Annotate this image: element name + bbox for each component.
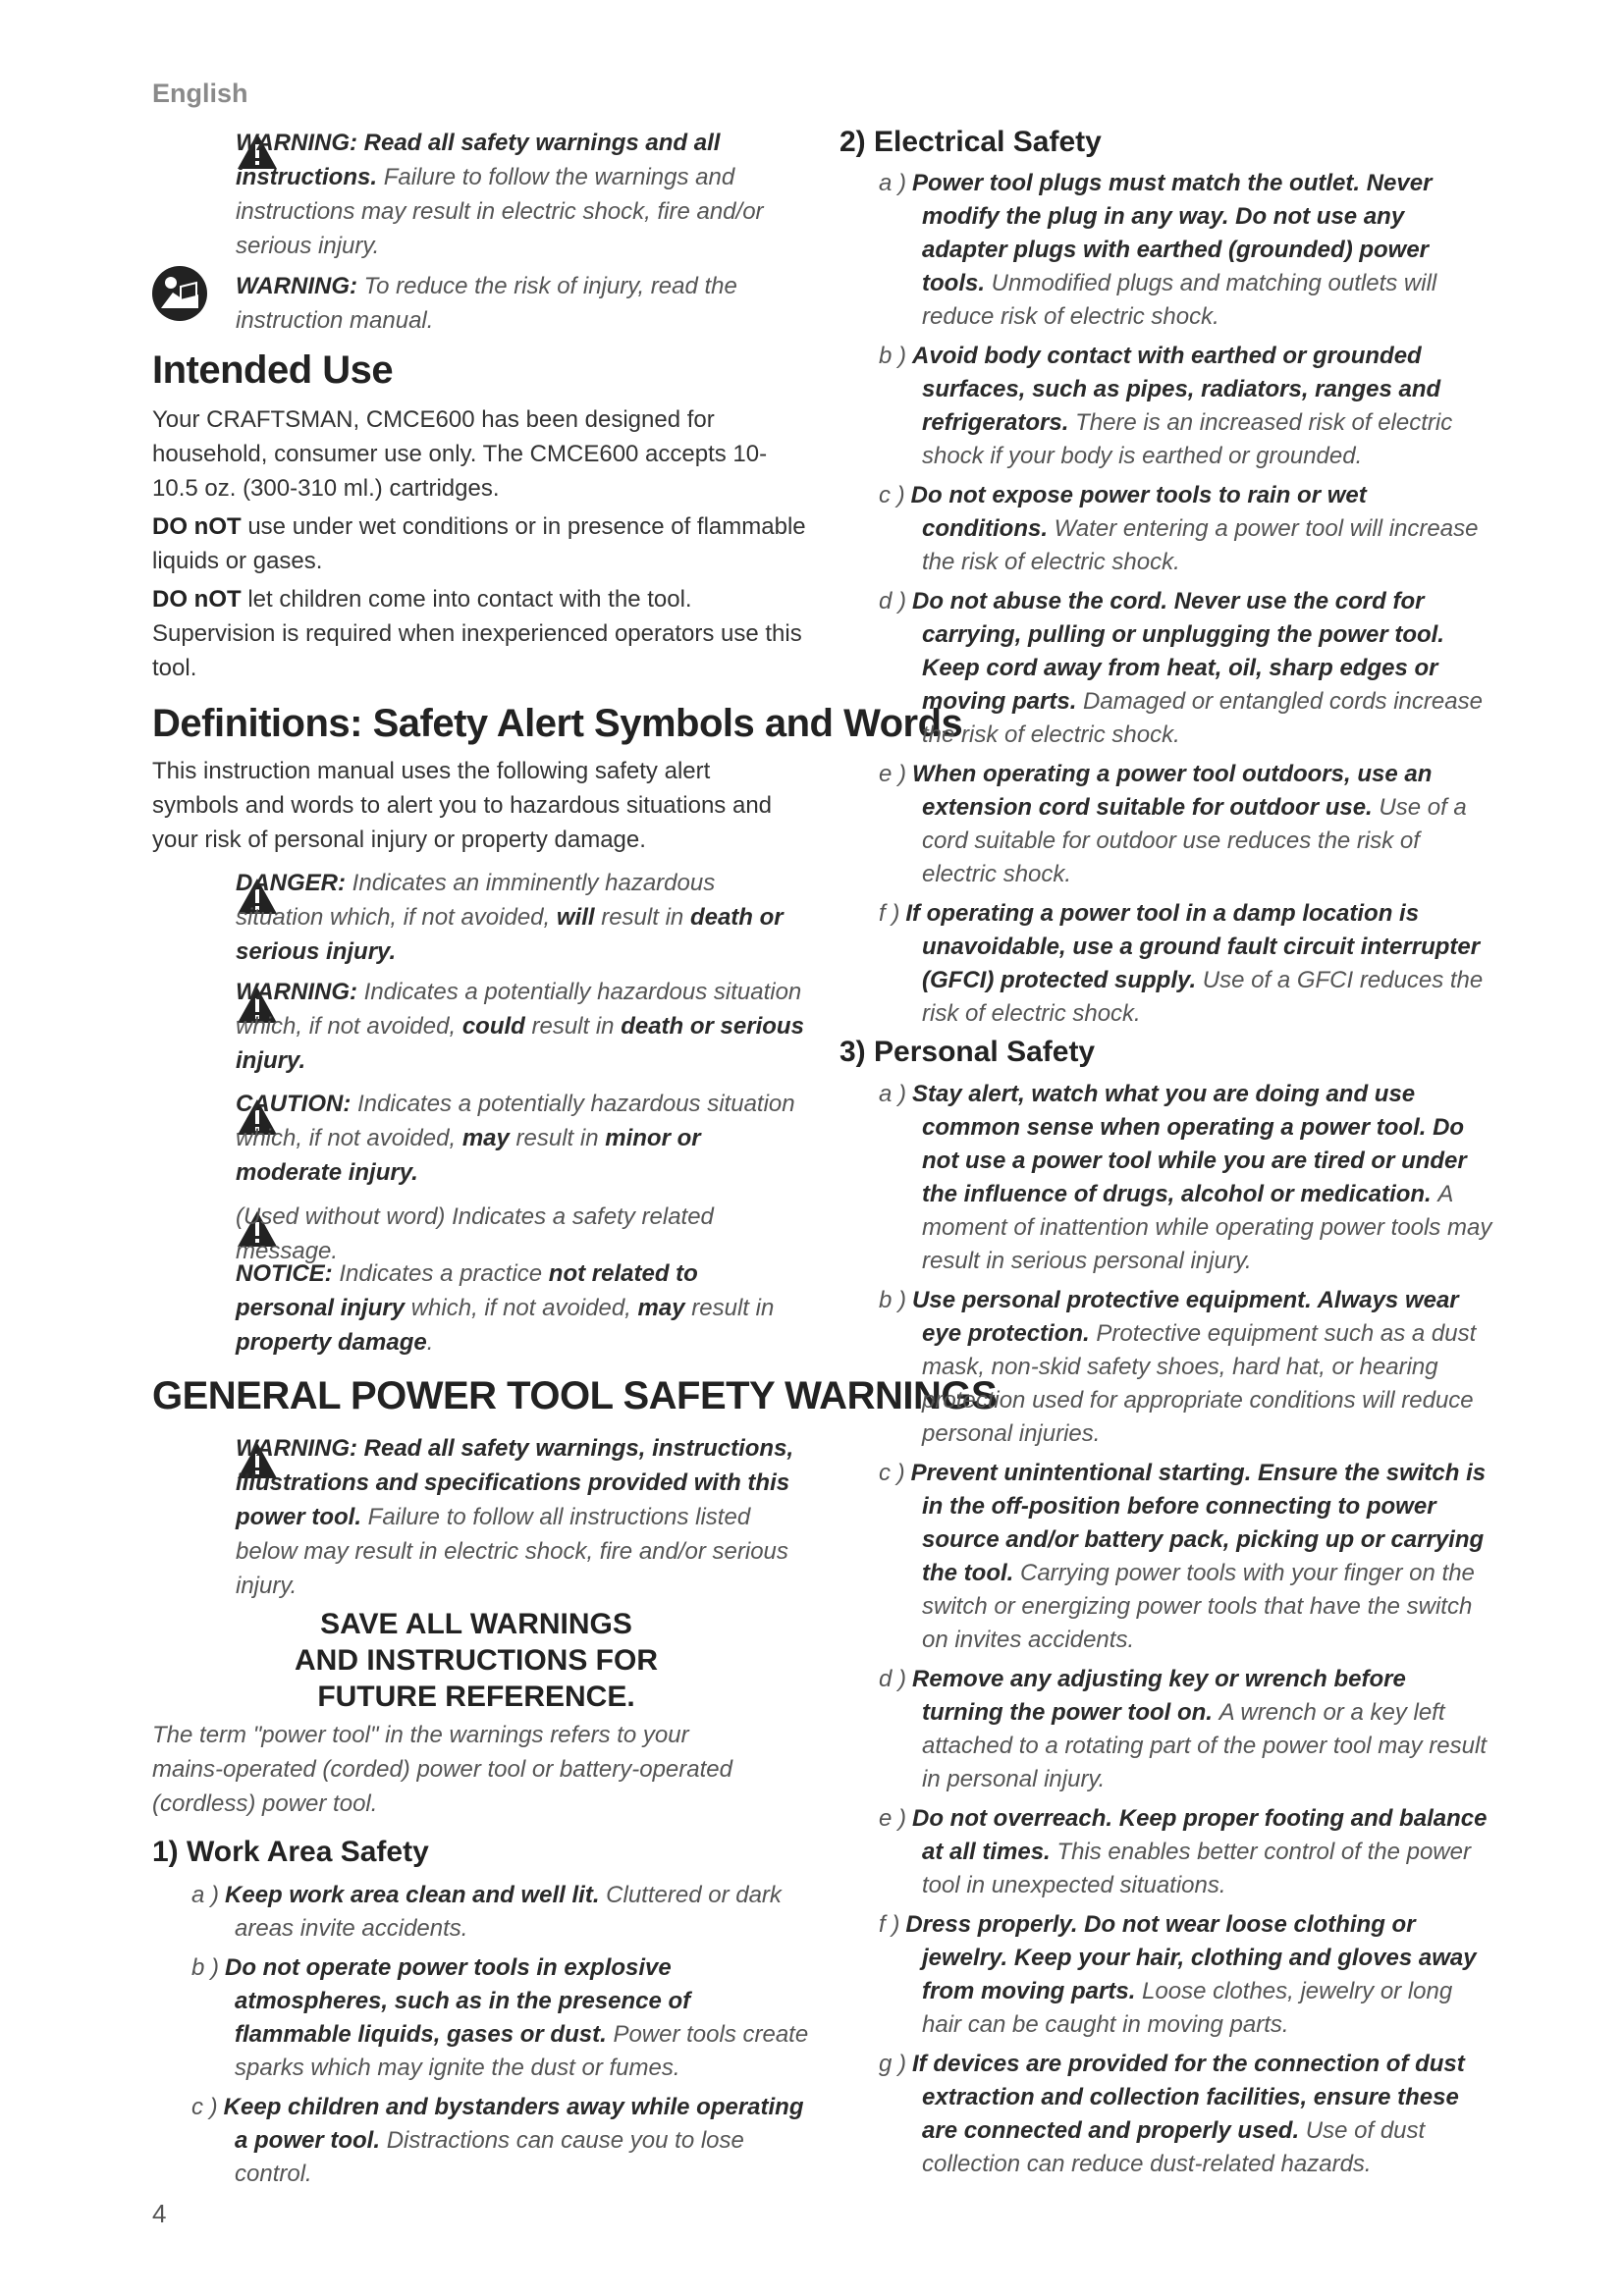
item-text: There is an increased risk of electric shock if your body is earthed or grounded.	[922, 409, 1453, 469]
list-item	[879, 479, 1492, 579]
signal-word: WARNING:	[236, 979, 357, 1005]
keyword: death or serious injury.	[236, 1013, 804, 1074]
definition-text: .	[426, 1329, 434, 1356]
caution-definition	[236, 1087, 805, 1190]
item-letter: b )	[879, 1287, 907, 1313]
used-without-word: (Used without word) Indicates a safety related message.	[236, 1203, 714, 1264]
item-text: Damaged or entangled cords increase the risk of electric shock.	[922, 688, 1483, 748]
keyword: may	[461, 1125, 510, 1151]
read-manual-icon	[151, 265, 208, 322]
item-text: This enables better control of the power tool in unexpected situations.	[922, 1839, 1471, 1898]
item-text: Protective equipment such as a dust mask, non-skid safety shoes, hard hat, or hearing protection used for appropriate conditions will reduce personal injuries.	[922, 1320, 1477, 1447]
do-not-label: DO nOT	[152, 586, 242, 613]
electrical-safety-list	[879, 167, 1492, 1031]
item-letter: b )	[191, 1954, 220, 1981]
electrical-safety-heading: 2) Electrical Safety	[839, 126, 1102, 158]
item-letter: a )	[879, 1081, 907, 1107]
item-letter: e )	[879, 1805, 907, 1832]
item-bold: Avoid body contact with earthed or grounded surfaces, such as pipes, radiators, ranges and refrigerators.	[912, 343, 1441, 436]
general-warning	[236, 1431, 805, 1603]
list-item	[879, 167, 1492, 334]
keyword: could	[461, 1013, 525, 1040]
warning-bold-text: Read all safety warnings and all instructions.	[236, 130, 721, 190]
item-letter: a )	[879, 170, 907, 196]
page-number: 4	[152, 2199, 167, 2228]
warning-definition	[236, 975, 805, 1078]
list-item	[879, 1457, 1492, 1657]
language-label: English	[152, 79, 248, 108]
signal-word: DANGER:	[236, 870, 346, 896]
save-line: FUTURE REFERENCE.	[317, 1681, 635, 1713]
definition-text: Indicates a practice	[339, 1260, 543, 1287]
keyword: death or serious injury.	[236, 904, 784, 965]
definition-text: Indicates a potentially hazardous situation which, if not avoided,	[236, 979, 802, 1040]
item-bold: Remove any adjusting key or wrench before turning the power tool on.	[912, 1666, 1406, 1726]
item-letter: a )	[191, 1882, 220, 1908]
keyword: minor or moderate injury.	[236, 1125, 701, 1186]
list-item	[879, 585, 1492, 752]
list-item	[879, 1078, 1492, 1278]
item-bold: Do not expose power tools to rain or wet conditions.	[910, 482, 1367, 542]
list-item	[879, 758, 1492, 891]
signal-word: CAUTION:	[236, 1091, 352, 1117]
danger-definition	[236, 866, 795, 969]
item-letter: f )	[879, 900, 900, 927]
warning-text: Failure to follow all instructions listed below may result in electric shock, fire and/or serious injury.	[236, 1504, 788, 1599]
item-text: Distractions can cause you to lose control.	[235, 2127, 744, 2187]
item-letter: d )	[879, 588, 907, 614]
item-text: Use of dust collection can reduce dust-related hazards.	[922, 2117, 1426, 2177]
definition-text: result in	[691, 1295, 775, 1321]
warning-text: To reduce the risk of injury, read the instruction manual.	[236, 273, 737, 334]
item-text: Use of a cord suitable for outdoor use reduces the risk of electric shock.	[922, 794, 1467, 887]
item-bold: Do not overreach. Keep proper footing and balance at all times.	[912, 1805, 1488, 1865]
list-item	[879, 340, 1492, 473]
notice-definition	[236, 1256, 795, 1360]
item-text: Cluttered or dark areas invite accidents.	[235, 1882, 782, 1942]
save-line: SAVE ALL WARNINGS	[320, 1608, 632, 1640]
item-letter: b )	[879, 343, 907, 369]
definition-text: result in	[601, 904, 684, 931]
keyword: may	[637, 1295, 685, 1321]
definition-text: result in	[531, 1013, 615, 1040]
warning-bold-text: Read all safety warnings, instructions, illustrations and specifications provided with this power tool.	[236, 1435, 794, 1530]
item-text: Water entering a power tool will increase the risk of electric shock.	[922, 515, 1479, 575]
warning-read-manual	[236, 269, 785, 338]
do-not-label: DO nOT	[152, 513, 242, 540]
definition-text: Indicates an imminently hazardous situation which, if not avoided,	[236, 870, 716, 931]
item-bold: Power tool plugs must match the outlet. Never modify the plug in any way. Do not use any adapter plugs with earthed (grounded) power tools.	[912, 170, 1433, 296]
item-bold: If operating a power tool in a damp location is unavoidable, use a ground fault circuit interrupter (GFCI) protected supply.	[905, 900, 1481, 993]
intended-use-paragraph	[152, 402, 810, 685]
save-warnings-notice	[191, 1606, 761, 1715]
save-line: AND INSTRUCTIONS FOR	[295, 1644, 658, 1677]
item-letter: d )	[879, 1666, 907, 1692]
keyword: will	[556, 904, 595, 931]
item-text: A moment of inattention while operating power tools may result in serious personal injury.	[922, 1181, 1492, 1274]
keyword: not related to personal injury	[236, 1260, 698, 1321]
work-area-list	[191, 1879, 810, 2191]
list-item	[191, 1879, 810, 1946]
list-item	[879, 1284, 1492, 1451]
item-text: Power tools create sparks which may ignite the dust or fumes.	[235, 2021, 809, 2081]
item-letter: c )	[879, 1460, 905, 1486]
definition-text: Indicates a potentially hazardous situation which, if not avoided,	[236, 1091, 795, 1151]
item-letter: e )	[879, 761, 907, 787]
item-bold: If devices are provided for the connection of dust extraction and collection facilities, ensure these are connected and properly used.	[912, 2051, 1465, 2144]
power-tool-term: The term "power tool" in the warnings refers to your mains-operated (corded) power tool or battery-operated (cordless) power tool.	[152, 1722, 732, 1817]
list-item	[191, 2091, 810, 2191]
list-item	[879, 1802, 1492, 1902]
warning-text: Failure to follow the warnings and instructions may result in electric shock, fire and/or serious injury.	[236, 164, 764, 259]
item-letter: c )	[191, 2094, 218, 2120]
personal-safety-list	[879, 1078, 1492, 2181]
list-item	[879, 1663, 1492, 1796]
list-item	[879, 1908, 1492, 2042]
item-text: Use of a GFCI reduces the risk of electric shock.	[922, 967, 1484, 1027]
list-item	[879, 897, 1492, 1031]
item-text: Loose clothes, jewelry or long hair can be caught in moving parts.	[922, 1978, 1453, 2038]
signal-word: NOTICE:	[236, 1260, 333, 1287]
item-text: A wrench or a key left attached to a rotating part of the power tool may result in personal injury.	[922, 1699, 1487, 1792]
personal-safety-heading: 3) Personal Safety	[839, 1036, 1096, 1068]
warning-read-instructions	[236, 126, 795, 263]
item-bold: Stay alert, watch what you are doing and use common sense when operating a power tool. Do not use a power tool while you are tired or under the influence of drugs, alcohol or medication.	[912, 1081, 1467, 1207]
work-area-heading: 1) Work Area Safety	[152, 1836, 429, 1868]
item-bold: Keep children and bystanders away while operating a power tool.	[223, 2094, 804, 2154]
item-bold: Do not abuse the cord. Never use the cord for carrying, pulling or unplugging the power tool. Keep cord away from heat, oil, sharp edges or moving parts.	[912, 588, 1444, 715]
warning-label: WARNING:	[236, 130, 357, 156]
definition-text: which, if not avoided,	[410, 1295, 631, 1321]
do-not-text: let children come into contact with the tool. Supervision is required when inexperienced operators use this tool.	[152, 586, 802, 681]
item-bold: Prevent unintentional starting. Ensure the switch is in the off-position before connecting to power source and/or battery pack, picking up or carrying the tool.	[910, 1460, 1487, 1586]
item-bold: Dress properly. Do not wear loose clothing or jewelry. Keep your hair, clothing and gloves away from moving parts.	[905, 1911, 1477, 2004]
warning-label: WARNING:	[236, 1435, 357, 1462]
warning-label: WARNING:	[236, 273, 357, 299]
item-bold: When operating a power tool outdoors, use an extension cord suitable for outdoor use.	[912, 761, 1433, 821]
definitions-heading: Definitions: Safety Alert Symbols and Words	[152, 702, 963, 745]
general-warnings-heading: GENERAL POWER TOOL SAFETY WARNINGS	[152, 1374, 998, 1417]
definition-text: result in	[515, 1125, 599, 1151]
keyword: property damage	[236, 1329, 427, 1356]
do-not-text: use under wet conditions or in presence of flammable liquids or gases.	[152, 513, 806, 574]
item-letter: f )	[879, 1911, 900, 1938]
item-bold: Do not operate power tools in explosive atmospheres, such as in the presence of flammable liquids, gases or dust.	[225, 1954, 691, 2048]
list-item	[879, 2048, 1492, 2181]
intended-use-heading: Intended Use	[152, 348, 394, 392]
item-text: Unmodified plugs and matching outlets will reduce risk of electric shock.	[922, 270, 1437, 330]
item-letter: g )	[879, 2051, 907, 2077]
item-letter: c )	[879, 482, 905, 508]
list-item	[191, 1951, 810, 2085]
definitions-intro: This instruction manual uses the following safety alert symbols and words to alert you to hazardous situations and your risk of personal injury or property damage.	[152, 758, 773, 853]
item-bold: Keep work area clean and well lit.	[225, 1882, 600, 1908]
item-bold: Use personal protective equipment. Always wear eye protection.	[912, 1287, 1459, 1347]
item-text: Carrying power tools with your finger on the switch or energizing power tools that have the switch on invites accidents.	[922, 1560, 1475, 1653]
intended-use-text: Your CRAFTSMAN, CMCE600 has been designed for household, consumer use only. The CMCE600 accepts 10-10.5 oz. (300-310 ml.) cartridges.	[152, 406, 768, 502]
